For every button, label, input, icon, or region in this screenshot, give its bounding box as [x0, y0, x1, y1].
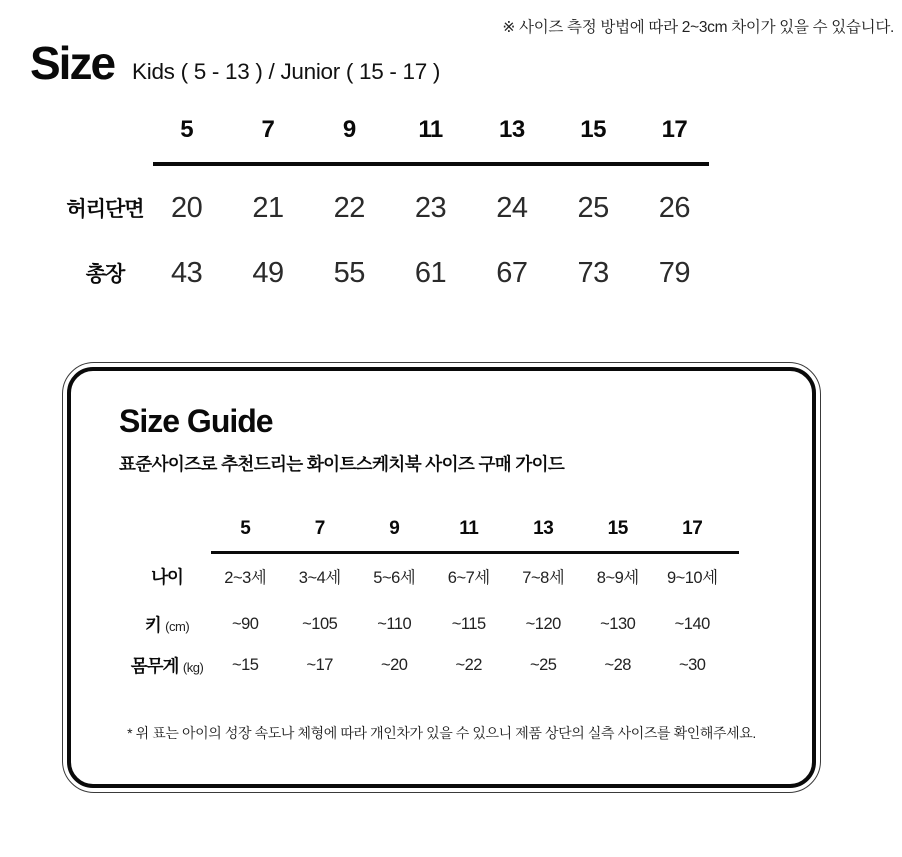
length-value: 73 — [577, 256, 609, 289]
size-column-header: 7 — [261, 116, 275, 143]
row-label-length: 총장 — [85, 263, 125, 286]
guide-column-header: 11 — [459, 518, 479, 539]
size-table-header-row — [64, 112, 715, 148]
length-value: 43 — [171, 256, 203, 289]
age-value: 2~3세 — [224, 569, 267, 587]
waist-value: 22 — [333, 191, 365, 224]
size-column-header: 11 — [418, 116, 443, 143]
weight-value: ~22 — [455, 655, 482, 674]
size-table-row-waist — [64, 190, 715, 226]
row-label-height: 키 (cm) — [144, 614, 190, 635]
weight-value: ~15 — [232, 655, 259, 674]
length-value: 79 — [658, 256, 691, 289]
guide-table-header-row — [126, 515, 730, 543]
guide-column-header: 9 — [389, 518, 400, 539]
size-column-header: 5 — [180, 116, 194, 143]
size-guide-subtitle: 표준사이즈로 추천드리는 화이트스케치북 사이즈 구매 가이드 — [119, 454, 565, 474]
waist-value: 20 — [171, 191, 203, 224]
guide-row-weight — [126, 652, 730, 678]
height-value: ~110 — [377, 614, 412, 633]
age-value: 8~9세 — [596, 569, 639, 587]
height-value: ~130 — [600, 614, 636, 633]
waist-value: 23 — [414, 191, 447, 224]
size-table-header-divider — [153, 162, 709, 166]
row-label-waist: 허리단면 — [66, 198, 144, 221]
guide-column-header: 5 — [240, 518, 251, 539]
height-value: ~115 — [451, 614, 486, 633]
height-value: ~105 — [302, 614, 338, 633]
height-value: ~120 — [525, 614, 561, 633]
waist-value: 24 — [496, 191, 528, 224]
size-guide-panel — [62, 362, 821, 793]
height-value: ~90 — [232, 614, 259, 633]
page-title: Size — [30, 37, 115, 89]
guide-column-header: 15 — [607, 518, 628, 539]
weight-value: ~25 — [530, 655, 557, 674]
age-value: 3~4세 — [298, 569, 341, 587]
age-value: 7~8세 — [522, 569, 565, 587]
size-range-subtitle: Kids ( 5 - 13 ) / Junior ( 15 - 17 ) — [132, 59, 441, 84]
size-column-header: 17 — [661, 116, 688, 143]
guide-column-header: 7 — [314, 518, 325, 539]
guide-row-age — [126, 563, 730, 589]
height-unit: (cm) — [165, 618, 190, 634]
age-value: 6~7세 — [447, 569, 490, 587]
age-value: 9~10세 — [666, 569, 718, 587]
height-value: ~140 — [674, 614, 710, 633]
guide-table-header-divider — [211, 551, 739, 554]
age-value: 5~6세 — [373, 569, 416, 587]
waist-value: 26 — [658, 191, 691, 224]
weight-value: ~30 — [679, 655, 706, 674]
waist-value: 25 — [577, 191, 609, 224]
size-table-row-length — [64, 255, 715, 291]
size-guide-footnote: * 위 표는 아이의 성장 속도나 체형에 따라 개인차가 있을 수 있으니 제품 상단의 실측 사이즈를 확인해주세요. — [127, 725, 756, 741]
weight-value: ~28 — [604, 655, 631, 674]
row-label-age: 나이 — [151, 566, 183, 587]
size-guide-title: Size Guide — [119, 403, 273, 439]
guide-column-header: 13 — [533, 518, 554, 539]
size-column-header: 9 — [342, 116, 356, 143]
row-label-weight: 몸무게 (kg) — [130, 655, 204, 676]
page-heading — [30, 37, 441, 89]
weight-unit: (kg) — [182, 659, 204, 675]
size-column-header: 13 — [498, 116, 525, 143]
guide-column-header: 17 — [682, 518, 703, 539]
length-value: 55 — [333, 256, 365, 289]
weight-value: ~17 — [306, 655, 333, 674]
weight-value: ~20 — [381, 655, 408, 674]
size-column-header: 15 — [580, 116, 606, 143]
waist-value: 21 — [252, 191, 284, 224]
length-value: 61 — [414, 256, 447, 289]
guide-row-height — [126, 611, 730, 637]
length-value: 49 — [252, 256, 284, 289]
length-value: 67 — [496, 256, 528, 289]
measurement-disclaimer: ※ 사이즈 측정 방법에 따라 2~3cm 차이가 있을 수 있습니다. — [502, 19, 894, 36]
